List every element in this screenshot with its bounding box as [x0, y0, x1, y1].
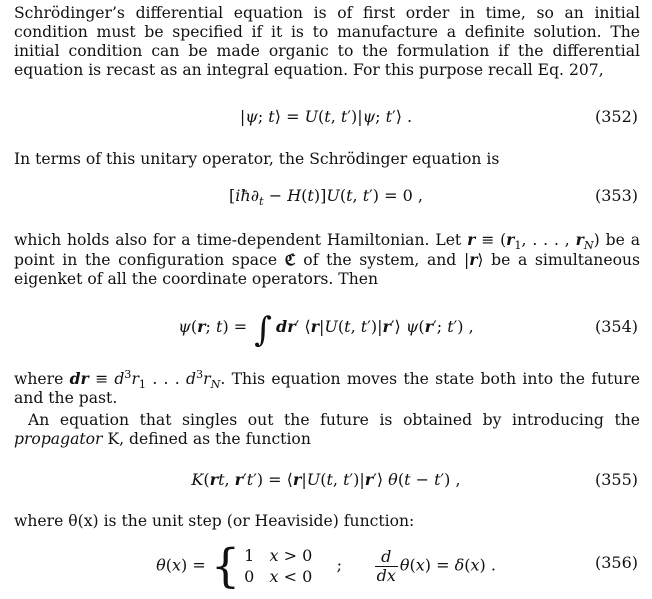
equation-number: (356)	[594, 553, 638, 572]
cases: 1 x > 0 0 x < 0	[244, 546, 313, 586]
equation-number: (355)	[594, 470, 638, 489]
derivative-fraction: $\frac{d}{dx}$	[376, 546, 396, 585]
equation-number: (352)	[594, 107, 638, 126]
paragraph-measure: where dr ≡ $d^3r_1$ . . . $d^3r_N$. This equation moves the state both into the future and the past.	[14, 367, 640, 407]
paragraph-configuration: which holds also for a time-dependent Hamiltonian. Let $r \equiv (r_1$, . . . , $r_N$) be a point in the configuration space ℭ of the system, and |r⟩ be a simultaneous eigenket of all the coordinate operators. Then	[14, 230, 641, 288]
paragraph-heaviside: where θ(x) is the unit step (or Heaviside) function:	[14, 512, 415, 530]
equation-number: (354)	[594, 317, 638, 336]
equation-352: |ψ; t⟩ = U(t, t′)|ψ; t′⟩ . (352)	[239, 107, 638, 126]
equation-355: K(rt, r′t′) = ⟨r|U(t, t′)|r′⟩ θ(t − t′) , (355)	[191, 470, 638, 489]
paragraph-intro: Schrödinger’s differential equation is of first order in time, so an initial condition must be specified if it is to manufacture a definite solution. The initial condition can be made organic to the formulation if the differential equation is recast as an integral equation. For this purpose recall Eq. 207,	[14, 4, 640, 79]
equation-number: (353)	[594, 186, 638, 205]
integral-icon: ∫	[254, 310, 272, 350]
brace-icon: {	[210, 538, 241, 593]
equation-354: ψ(r; t) = ∫ dr′ ⟨r|U(t, t′)|r′⟩ ψ(r′; t′) , (354)	[178, 310, 638, 350]
paragraph-propagator: An equation that singles out the future is obtained by introducing the propagator K, defined as the function	[14, 411, 640, 448]
equation-353: $[iħ\partial_t - H(t)]U(t$, t′) = 0 , (353)	[229, 186, 638, 209]
paragraph-unitary: In terms of this unitary operator, the Schrödinger equation is	[14, 150, 500, 168]
equation-356: θ(x) = { 1 x > 0 0 x < 0 ; $\frac{d}{dx}$ θ(x) = δ(x) . (356)	[156, 538, 638, 593]
